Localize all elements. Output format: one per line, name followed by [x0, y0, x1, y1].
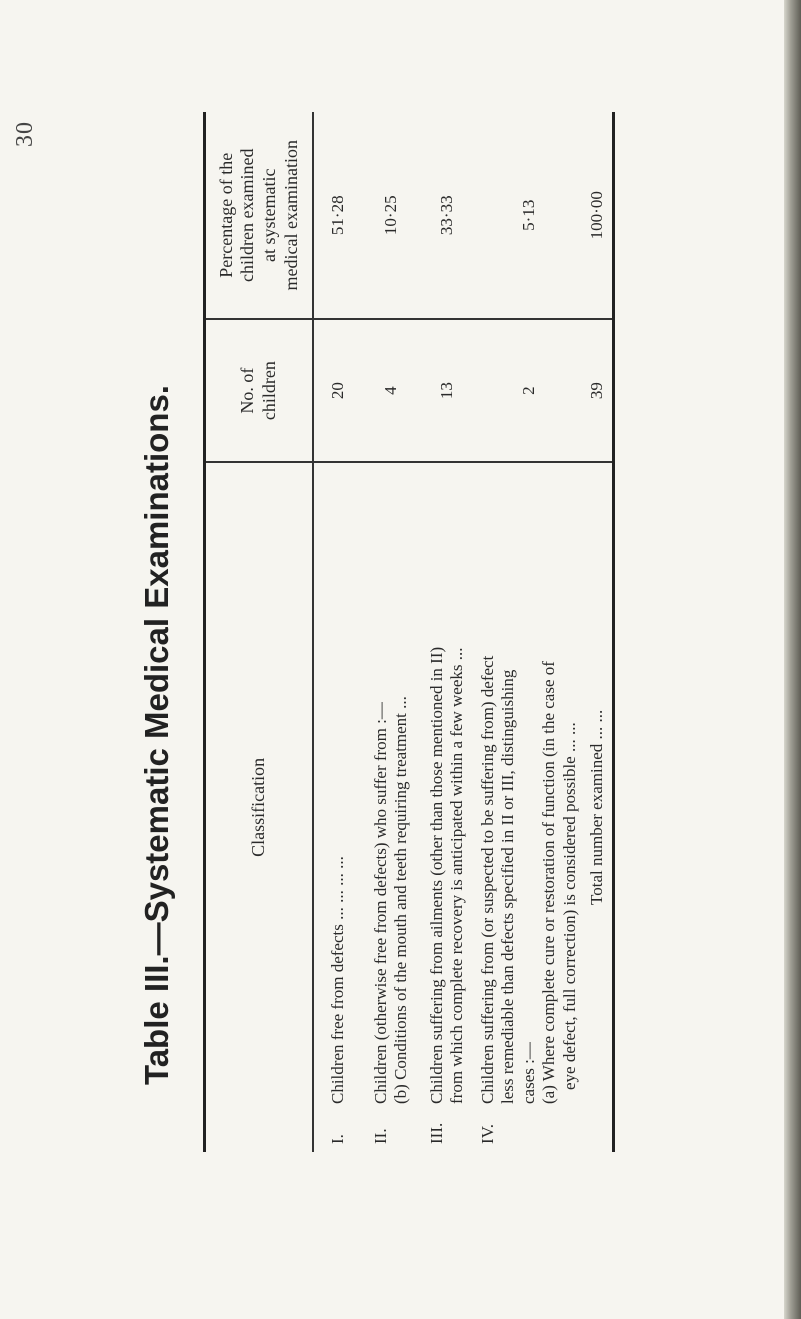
- classification-cell: [475, 462, 583, 1152]
- classification-line: from which complete recovery is anticipated within a few weeks ...: [447, 647, 466, 1104]
- row-roman-numeral: IV.: [478, 1124, 498, 1144]
- table-row: [419, 112, 475, 1152]
- total-label-cell: Total number examined ... ...: [587, 709, 607, 905]
- classification-cell: [419, 462, 475, 1152]
- number-cell: 4: [363, 319, 419, 461]
- header-percentage-line: Percentage of the: [215, 152, 236, 278]
- table-row: [313, 112, 363, 1152]
- classification-line: Children suffering from ailments (other than those mentioned in II): [426, 646, 446, 1104]
- total-number-cell: 39: [583, 319, 613, 461]
- classification-line: Children free from defects ... ... ... ...: [328, 856, 348, 1104]
- classification-line: Children suffering from (or suspected to be suffering from) defect: [478, 655, 498, 1104]
- number-cell: 2: [475, 319, 583, 461]
- book-binding-edge: [784, 0, 801, 1319]
- table-title: Table III.—Systematic Medical Examinations.: [138, 385, 175, 1085]
- classification-line: Children (otherwise free from defects) who suffer from :—: [370, 702, 390, 1104]
- header-number-line: No. of: [237, 367, 258, 414]
- header-percentage-line: at systematic: [259, 168, 279, 262]
- header-percentage-line: medical examination: [280, 140, 301, 291]
- row-roman-numeral: III.: [426, 1122, 446, 1144]
- table-container: [203, 112, 607, 1152]
- table-row: [363, 112, 419, 1152]
- total-percentage-cell: 100·00: [583, 112, 613, 319]
- percentage-cell: 51·28: [313, 112, 363, 319]
- row-roman-numeral: II.: [370, 1128, 390, 1144]
- number-cell: 13: [419, 319, 475, 461]
- classification-line: cases :—: [518, 1042, 538, 1104]
- classification-line: (a) Where complete cure or restoration of function (in the case of: [539, 661, 559, 1104]
- number-cell: 20: [313, 319, 363, 461]
- header-percentage-line: children examined: [237, 148, 258, 282]
- examination-table: [203, 112, 615, 1152]
- total-row: [583, 112, 613, 1152]
- page-number: 30: [12, 121, 38, 147]
- percentage-cell: 10·25: [363, 112, 419, 319]
- classification-line: (b) Conditions of the mouth and teeth requiring treatment ...: [391, 696, 410, 1104]
- table-row: [475, 112, 583, 1152]
- classification-cell: [363, 462, 419, 1152]
- percentage-cell: 33·33: [419, 112, 475, 319]
- classification-cell: [313, 462, 363, 1152]
- percentage-cell: 5·13: [475, 112, 583, 319]
- header-number: [205, 319, 314, 461]
- header-percentage: [205, 112, 314, 319]
- row-roman-numeral: I.: [328, 1134, 348, 1144]
- classification-line: eye defect, full correction) is considered possible ... ...: [559, 722, 579, 1090]
- header-number-line: children: [259, 361, 279, 421]
- classification-line: less remediable than defects specified in II or III, distinguishing: [498, 669, 518, 1104]
- table-header-row: [205, 112, 314, 1152]
- header-classification: Classification: [205, 462, 314, 1152]
